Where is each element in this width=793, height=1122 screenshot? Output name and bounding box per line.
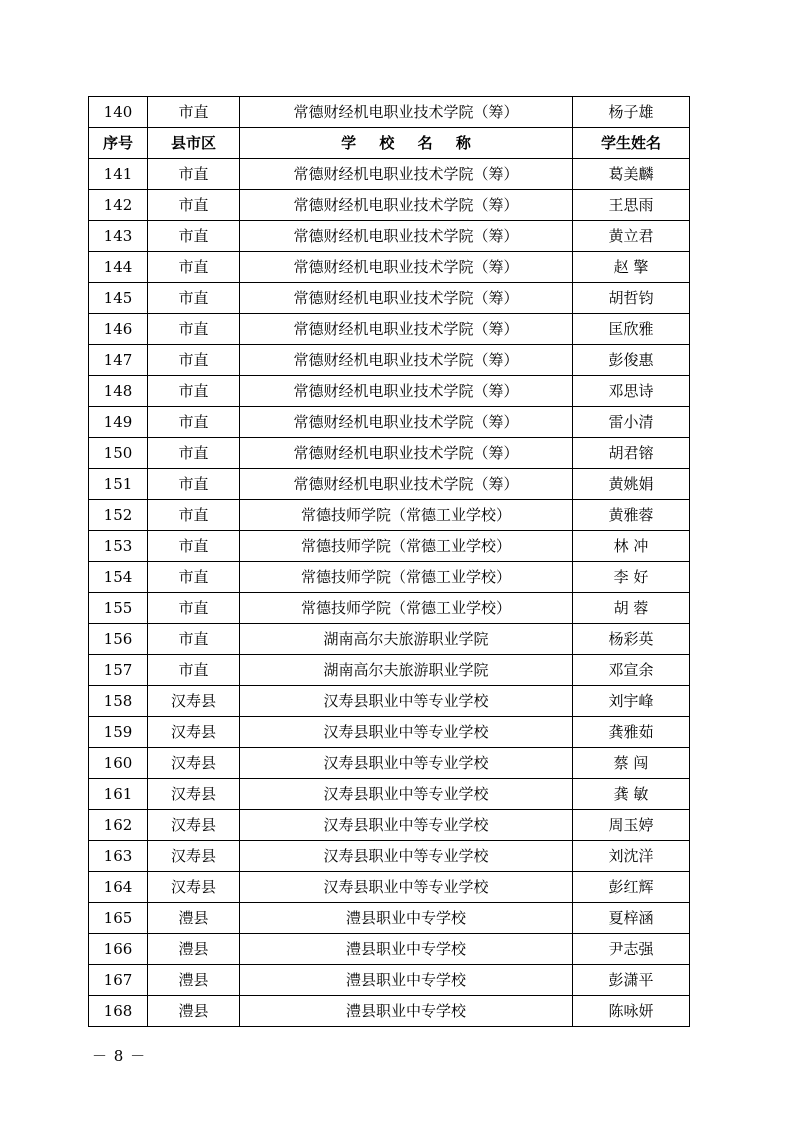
cell-school: 汉寿县职业中等专业学校: [240, 717, 573, 748]
cell-name: 周玉婷: [573, 810, 690, 841]
cell-name: 胡 蓉: [573, 593, 690, 624]
cell-name: 葛美麟: [573, 159, 690, 190]
cell-school: 澧县职业中专学校: [240, 965, 573, 996]
cell-school: 常德财经机电职业技术学院（筹）: [240, 252, 573, 283]
table-row: [89, 252, 690, 283]
cell-county: 市直: [148, 438, 240, 469]
table-row: [89, 686, 690, 717]
cell-no: 168: [89, 996, 148, 1027]
cell-school: 常德技师学院（常德工业学校）: [240, 593, 573, 624]
cell-county: 汉寿县: [148, 748, 240, 779]
cell-name: 邓宣余: [573, 655, 690, 686]
cell-school: 汉寿县职业中等专业学校: [240, 872, 573, 903]
table-row: [89, 996, 690, 1027]
header-school: 学 校 名 称: [240, 128, 573, 159]
cell-school: 澧县职业中专学校: [240, 903, 573, 934]
cell-school: 常德财经机电职业技术学院（筹）: [240, 376, 573, 407]
roster-body: [89, 97, 690, 1027]
cell-county: 市直: [148, 655, 240, 686]
cell-no: 149: [89, 407, 148, 438]
cell-name: 黄雅蓉: [573, 500, 690, 531]
cell-no: 142: [89, 190, 148, 221]
cell-no: 148: [89, 376, 148, 407]
cell-name: 赵 擎: [573, 252, 690, 283]
cell-no: 151: [89, 469, 148, 500]
cell-name: 杨子雄: [573, 97, 690, 128]
header-no: 序号: [89, 128, 148, 159]
cell-name: 尹志强: [573, 934, 690, 965]
cell-county: 市直: [148, 469, 240, 500]
cell-no: 147: [89, 345, 148, 376]
cell-no: 152: [89, 500, 148, 531]
cell-county: 汉寿县: [148, 779, 240, 810]
cell-no: 144: [89, 252, 148, 283]
cell-school: 常德财经机电职业技术学院（筹）: [240, 345, 573, 376]
cell-name: 胡哲钧: [573, 283, 690, 314]
header-county: 县市区: [148, 128, 240, 159]
cell-county: 汉寿县: [148, 841, 240, 872]
cell-county: 市直: [148, 159, 240, 190]
cell-school: 常德财经机电职业技术学院（筹）: [240, 97, 573, 128]
cell-school: 常德财经机电职业技术学院（筹）: [240, 159, 573, 190]
cell-no: 165: [89, 903, 148, 934]
table-row: [89, 934, 690, 965]
cell-county: 市直: [148, 593, 240, 624]
table-row: [89, 438, 690, 469]
cell-school: 湖南高尔夫旅游职业学院: [240, 655, 573, 686]
cell-county: 澧县: [148, 903, 240, 934]
cell-name: 邓思诗: [573, 376, 690, 407]
cell-county: 市直: [148, 345, 240, 376]
cell-no: 160: [89, 748, 148, 779]
cell-school: 湖南高尔夫旅游职业学院: [240, 624, 573, 655]
table-row: [89, 345, 690, 376]
cell-county: 市直: [148, 407, 240, 438]
table-row: [89, 965, 690, 996]
cell-county: 市直: [148, 314, 240, 345]
cell-name: 匡欣雅: [573, 314, 690, 345]
cell-no: 167: [89, 965, 148, 996]
cell-name: 黄姚娟: [573, 469, 690, 500]
cell-name: 龚 敏: [573, 779, 690, 810]
cell-county: 市直: [148, 562, 240, 593]
cell-county: 汉寿县: [148, 717, 240, 748]
cell-county: 市直: [148, 283, 240, 314]
cell-no: 153: [89, 531, 148, 562]
table-row: [89, 469, 690, 500]
cell-name: 李 好: [573, 562, 690, 593]
table-row: [89, 407, 690, 438]
cell-name: 杨彩英: [573, 624, 690, 655]
cell-county: 市直: [148, 376, 240, 407]
table-row: [89, 593, 690, 624]
cell-name: 林 冲: [573, 531, 690, 562]
cell-no: 166: [89, 934, 148, 965]
table-row: [89, 283, 690, 314]
cell-county: 汉寿县: [148, 810, 240, 841]
cell-no: 159: [89, 717, 148, 748]
table-row: [89, 779, 690, 810]
cell-school: 汉寿县职业中等专业学校: [240, 810, 573, 841]
table-row: [89, 655, 690, 686]
cell-school: 常德技师学院（常德工业学校）: [240, 531, 573, 562]
table-row: [89, 717, 690, 748]
page-number: － 8 －: [92, 1047, 147, 1065]
cell-county: 澧县: [148, 934, 240, 965]
cell-name: 彭潇平: [573, 965, 690, 996]
cell-county: 市直: [148, 97, 240, 128]
cell-school: 常德财经机电职业技术学院（筹）: [240, 190, 573, 221]
cell-school: 汉寿县职业中等专业学校: [240, 779, 573, 810]
cell-county: 市直: [148, 252, 240, 283]
cell-school: 汉寿县职业中等专业学校: [240, 748, 573, 779]
cell-no: 157: [89, 655, 148, 686]
cell-name: 黄立君: [573, 221, 690, 252]
cell-name: 王思雨: [573, 190, 690, 221]
table-row: [89, 841, 690, 872]
cell-name: 蔡 闯: [573, 748, 690, 779]
cell-no: 140: [89, 97, 148, 128]
table-row: [89, 624, 690, 655]
table-row: [89, 810, 690, 841]
cell-school: 常德技师学院（常德工业学校）: [240, 562, 573, 593]
cell-school: 常德财经机电职业技术学院（筹）: [240, 283, 573, 314]
cell-name: 龚雅茹: [573, 717, 690, 748]
table-row: [89, 97, 690, 128]
cell-county: 市直: [148, 624, 240, 655]
cell-school: 常德财经机电职业技术学院（筹）: [240, 314, 573, 345]
cell-name: 彭俊惠: [573, 345, 690, 376]
cell-name: 雷小清: [573, 407, 690, 438]
cell-county: 汉寿县: [148, 872, 240, 903]
cell-no: 150: [89, 438, 148, 469]
cell-no: 154: [89, 562, 148, 593]
table-row: [89, 376, 690, 407]
cell-name: 彭红辉: [573, 872, 690, 903]
cell-name: 刘沈洋: [573, 841, 690, 872]
table-row: [89, 159, 690, 190]
cell-county: 市直: [148, 190, 240, 221]
cell-name: 陈咏妍: [573, 996, 690, 1027]
table-row: [89, 190, 690, 221]
cell-county: 澧县: [148, 965, 240, 996]
cell-school: 汉寿县职业中等专业学校: [240, 841, 573, 872]
table-row: [89, 903, 690, 934]
cell-school: 常德财经机电职业技术学院（筹）: [240, 469, 573, 500]
cell-county: 市直: [148, 500, 240, 531]
cell-school: 汉寿县职业中等专业学校: [240, 686, 573, 717]
cell-no: 161: [89, 779, 148, 810]
cell-school: 常德财经机电职业技术学院（筹）: [240, 407, 573, 438]
cell-no: 141: [89, 159, 148, 190]
table-row: [89, 500, 690, 531]
cell-school: 常德财经机电职业技术学院（筹）: [240, 221, 573, 252]
cell-no: 156: [89, 624, 148, 655]
cell-no: 162: [89, 810, 148, 841]
cell-name: 刘宇峰: [573, 686, 690, 717]
cell-name: 夏梓涵: [573, 903, 690, 934]
cell-no: 164: [89, 872, 148, 903]
table-row: [89, 531, 690, 562]
cell-school: 澧县职业中专学校: [240, 996, 573, 1027]
cell-name: 胡君镕: [573, 438, 690, 469]
header-name: 学生姓名: [573, 128, 690, 159]
cell-no: 158: [89, 686, 148, 717]
table-header-row: [89, 128, 690, 159]
student-roster-table: [88, 96, 690, 1027]
cell-school: 常德财经机电职业技术学院（筹）: [240, 438, 573, 469]
table-row: [89, 872, 690, 903]
cell-county: 澧县: [148, 996, 240, 1027]
table-row: [89, 221, 690, 252]
table-row: [89, 314, 690, 345]
cell-county: 市直: [148, 221, 240, 252]
cell-school: 常德技师学院（常德工业学校）: [240, 500, 573, 531]
table-row: [89, 562, 690, 593]
cell-no: 163: [89, 841, 148, 872]
cell-county: 汉寿县: [148, 686, 240, 717]
table-row: [89, 748, 690, 779]
cell-school: 澧县职业中专学校: [240, 934, 573, 965]
cell-no: 146: [89, 314, 148, 345]
cell-county: 市直: [148, 531, 240, 562]
cell-no: 155: [89, 593, 148, 624]
cell-no: 145: [89, 283, 148, 314]
cell-no: 143: [89, 221, 148, 252]
